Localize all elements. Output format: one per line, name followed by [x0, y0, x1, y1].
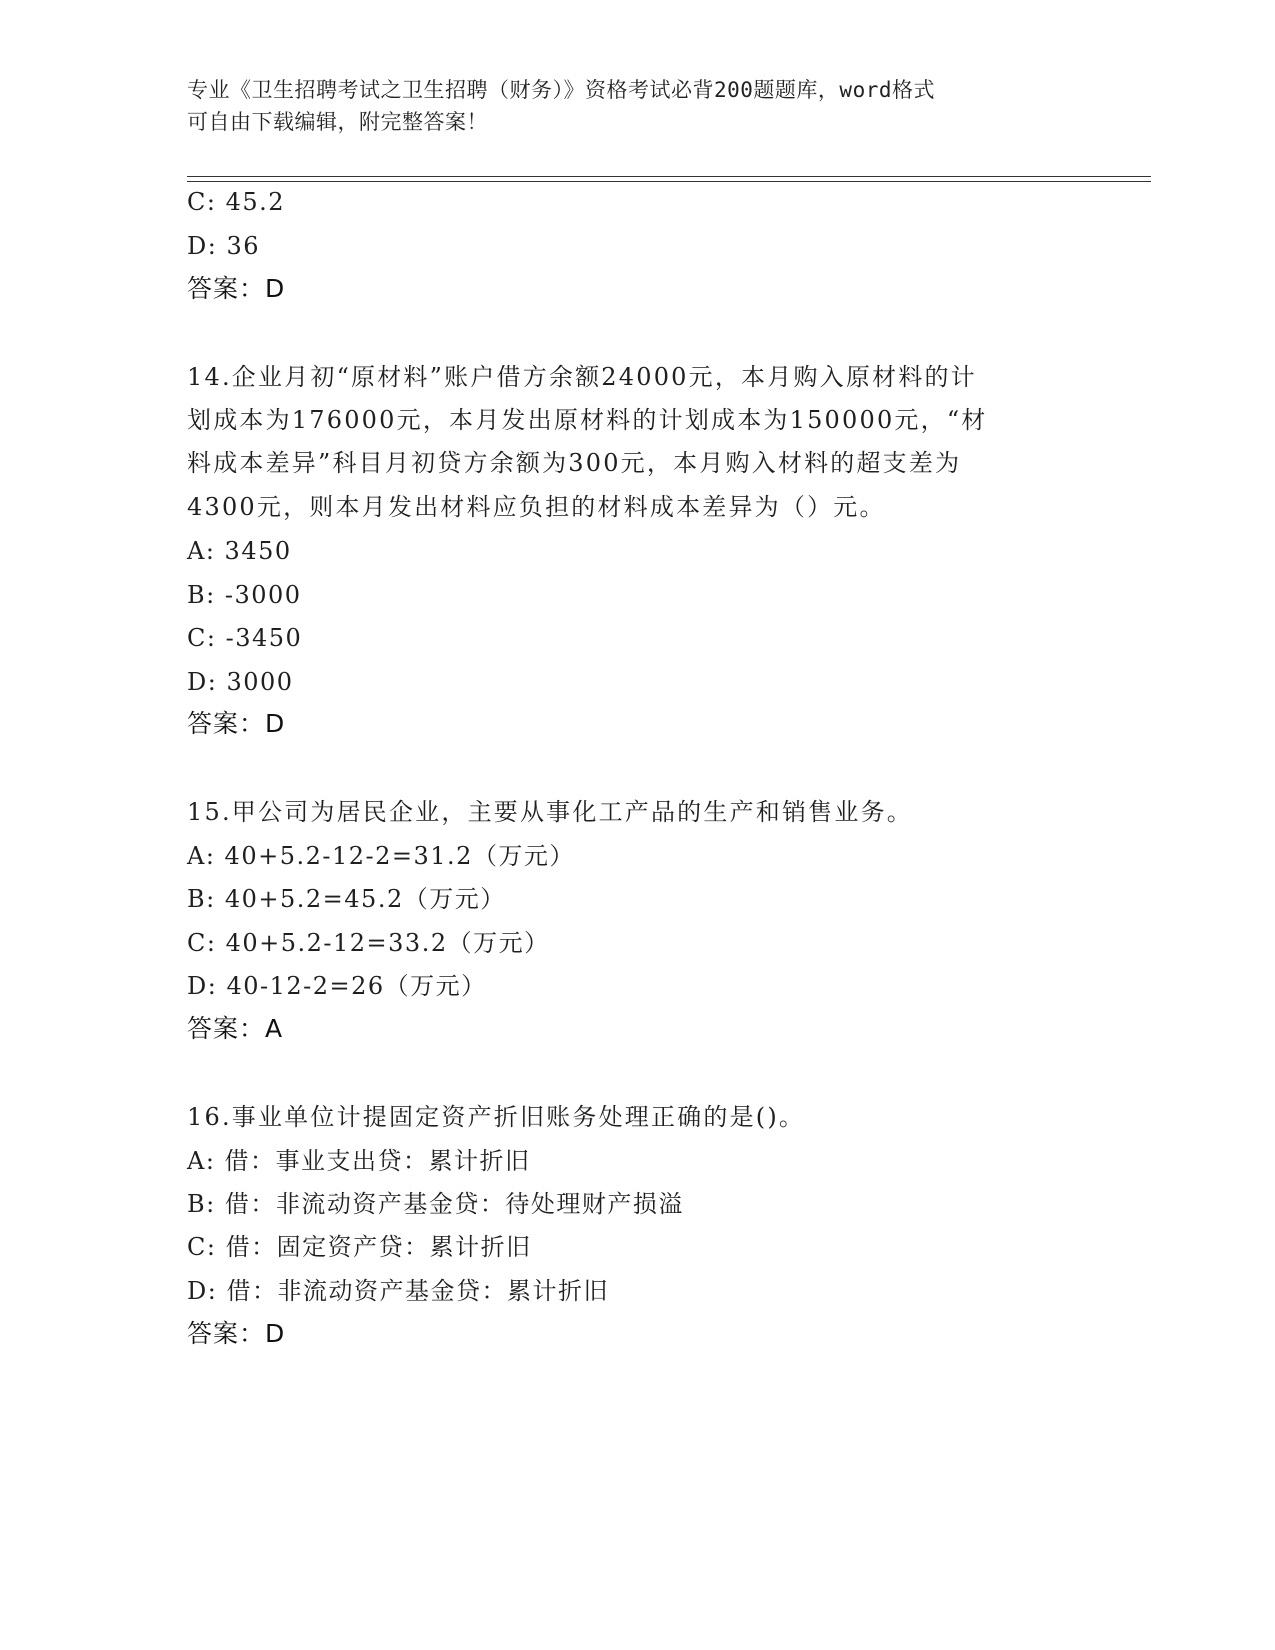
prev-option-c: C: 45.2 — [187, 188, 286, 216]
document-header — [187, 74, 1087, 138]
q15-answer: 答案：A — [187, 1014, 284, 1043]
header-title-line-2: 可自由下载编辑，附完整答案！ — [187, 110, 488, 134]
q14-text-line-4: 4300元，则本月发出材料应负担的材料成本差异为（）元。 — [187, 493, 886, 521]
q15-option-c: C: 40+5.2-12=33.2（万元） — [187, 929, 550, 957]
prev-answer: 答案：D — [187, 274, 286, 303]
q15-option-b: B: 40+5.2=45.2（万元） — [187, 885, 506, 913]
prev-option-d: D: 36 — [187, 232, 260, 260]
q14-option-a: A: 3450 — [187, 537, 292, 565]
q16-option-b: B: 借：非流动资产基金贷：待处理财产损溢 — [187, 1190, 684, 1218]
q16-option-d: D: 借：非流动资产基金贷：累计折旧 — [187, 1277, 609, 1305]
header-title-line-1: 专业《卫生招聘考试之卫生招聘（财务）》资格考试必背200题题库，word格式 — [187, 78, 935, 102]
q15-option-d: D: 40-12-2=26（万元） — [187, 972, 487, 1000]
header-divider-bottom — [187, 181, 1151, 182]
q14-answer: 答案：D — [187, 709, 286, 738]
q14-option-c: C: -3450 — [187, 624, 303, 652]
header-divider-top — [187, 176, 1151, 177]
q15-text-line-1: 15.甲公司为居民企业，主要从事化工产品的生产和销售业务。 — [187, 798, 913, 826]
q14-text-line-3: 料成本差异”科目月初贷方余额为300元，本月购入材料的超支差为 — [187, 449, 962, 477]
q14-option-b: B: -3000 — [187, 581, 302, 609]
q14-option-d: D: 3000 — [187, 668, 294, 696]
q14-text-line-1: 14.企业月初“原材料”账户借方余额24000元，本月购入原材料的计 — [187, 363, 977, 391]
q16-option-c: C: 借：固定资产贷：累计折旧 — [187, 1233, 532, 1261]
q16-text-line-1: 16.事业单位计提固定资产折旧账务处理正确的是()。 — [187, 1103, 806, 1131]
q16-option-a: A: 借：事业支出贷：累计折旧 — [187, 1147, 531, 1175]
q16-answer: 答案：D — [187, 1319, 286, 1348]
q14-text-line-2: 划成本为176000元，本月发出原材料的计划成本为150000元，“材 — [187, 406, 988, 434]
q15-option-a: A: 40+5.2-12-2=31.2（万元） — [187, 842, 575, 870]
